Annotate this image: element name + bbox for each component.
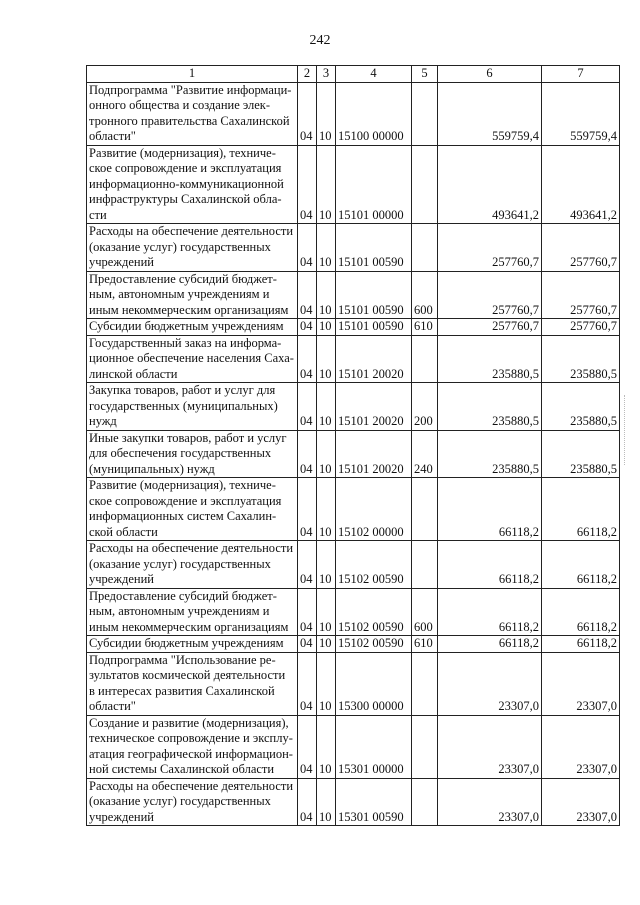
cell-col3: 10 — [317, 715, 336, 778]
cell-col7: 66118,2 — [542, 636, 620, 653]
table-row — [87, 430, 620, 478]
table-row — [87, 478, 620, 541]
cell-col6: 23307,0 — [438, 715, 542, 778]
column-header: 6 — [438, 66, 542, 83]
cell-col7: 235880,5 — [542, 430, 620, 478]
cell-col3: 10 — [317, 383, 336, 431]
cell-col5 — [412, 335, 438, 383]
cell-col6: 559759,4 — [438, 82, 542, 145]
header-row — [87, 66, 620, 83]
cell-col4: 15300 00000 — [336, 652, 412, 715]
cell-col6: 66118,2 — [438, 478, 542, 541]
cell-col3: 10 — [317, 271, 336, 319]
cell-col2: 04 — [298, 383, 317, 431]
table-row — [87, 715, 620, 778]
cell-name: Расходы на обеспечение деятельности (оказание услуг) государственных учреждений — [87, 224, 298, 272]
cell-col5 — [412, 478, 438, 541]
cell-col2: 04 — [298, 588, 317, 636]
cell-col2: 04 — [298, 224, 317, 272]
table-row — [87, 335, 620, 383]
cell-col4: 15102 00000 — [336, 478, 412, 541]
cell-col6: 493641,2 — [438, 145, 542, 224]
cell-col3: 10 — [317, 636, 336, 653]
cell-col3: 10 — [317, 588, 336, 636]
table-row — [87, 224, 620, 272]
cell-name: Государственный заказ на информа- ционное обеспечение населения Саха- линской области — [87, 335, 298, 383]
cell-col6: 66118,2 — [438, 588, 542, 636]
cell-col2: 04 — [298, 145, 317, 224]
cell-col6: 257760,7 — [438, 319, 542, 336]
cell-col3: 10 — [317, 478, 336, 541]
cell-col7: 23307,0 — [542, 778, 620, 826]
table-row — [87, 588, 620, 636]
cell-col3: 10 — [317, 82, 336, 145]
cell-name: Расходы на обеспечение деятельности (оказание услуг) государственных учреждений — [87, 778, 298, 826]
cell-col2: 04 — [298, 715, 317, 778]
cell-col4: 15101 00000 — [336, 145, 412, 224]
cell-col6: 23307,0 — [438, 652, 542, 715]
cell-col5: 240 — [412, 430, 438, 478]
column-header: 4 — [336, 66, 412, 83]
table-row — [87, 541, 620, 589]
cell-col4: 15102 00590 — [336, 588, 412, 636]
cell-col7: 257760,7 — [542, 271, 620, 319]
column-header: 7 — [542, 66, 620, 83]
cell-col7: 23307,0 — [542, 652, 620, 715]
table-row — [87, 271, 620, 319]
cell-name: Подпрограмма "Использование ре- зультатов космической деятельности в интересах развития Сахалинской области" — [87, 652, 298, 715]
cell-col7: 493641,2 — [542, 145, 620, 224]
cell-col2: 04 — [298, 271, 317, 319]
cell-col2: 04 — [298, 82, 317, 145]
cell-col6: 235880,5 — [438, 430, 542, 478]
cell-col5: 600 — [412, 588, 438, 636]
cell-name: Развитие (модернизация), техниче- ское сопровождение и эксплуатация информационно-коммуникационной инфраструктуры Сахалинской обла- сти — [87, 145, 298, 224]
page-number: 242 — [309, 33, 331, 48]
cell-col6: 235880,5 — [438, 335, 542, 383]
cell-col5: 200 — [412, 383, 438, 431]
cell-col6: 66118,2 — [438, 636, 542, 653]
cell-col7: 66118,2 — [542, 541, 620, 589]
cell-col3: 10 — [317, 541, 336, 589]
cell-col6: 235880,5 — [438, 383, 542, 431]
cell-col2: 04 — [298, 778, 317, 826]
scan-artifact — [624, 395, 627, 465]
cell-col4: 15101 00590 — [336, 224, 412, 272]
cell-col7: 559759,4 — [542, 82, 620, 145]
table-row — [87, 778, 620, 826]
cell-name: Закупка товаров, работ и услуг для государственных (муниципальных) нужд — [87, 383, 298, 431]
cell-col5: 610 — [412, 636, 438, 653]
column-header: 1 — [87, 66, 298, 83]
cell-col2: 04 — [298, 430, 317, 478]
column-header: 3 — [317, 66, 336, 83]
cell-col3: 10 — [317, 145, 336, 224]
table-body — [87, 82, 620, 826]
cell-col7: 66118,2 — [542, 588, 620, 636]
cell-col5 — [412, 778, 438, 826]
cell-col7: 257760,7 — [542, 319, 620, 336]
cell-col4: 15100 00000 — [336, 82, 412, 145]
cell-col5 — [412, 224, 438, 272]
cell-col4: 15301 00590 — [336, 778, 412, 826]
cell-col4: 15102 00590 — [336, 541, 412, 589]
column-header: 2 — [298, 66, 317, 83]
cell-col3: 10 — [317, 224, 336, 272]
cell-col7: 235880,5 — [542, 383, 620, 431]
cell-name: Создание и развитие (модернизация), техническое сопровождение и эксплу- атация географической информацион- ной системы Сахалинской области — [87, 715, 298, 778]
cell-col7: 257760,7 — [542, 224, 620, 272]
cell-col7: 66118,2 — [542, 478, 620, 541]
cell-col4: 15102 00590 — [336, 636, 412, 653]
table-row — [87, 383, 620, 431]
cell-col2: 04 — [298, 541, 317, 589]
table-row — [87, 652, 620, 715]
cell-col2: 04 — [298, 319, 317, 336]
budget-table — [86, 65, 620, 826]
cell-name: Предоставление субсидий бюджет- ным, автономным учреждениям и иным некоммерческим организациям — [87, 271, 298, 319]
cell-col6: 23307,0 — [438, 778, 542, 826]
cell-col4: 15101 00590 — [336, 271, 412, 319]
cell-name: Предоставление субсидий бюджет- ным, автономным учреждениям и иным некоммерческим организациям — [87, 588, 298, 636]
cell-col5 — [412, 145, 438, 224]
table-row — [87, 145, 620, 224]
cell-name: Подпрограмма "Развитие информаци- онного общества и создание элек- тронного правительства Сахалинской области" — [87, 82, 298, 145]
cell-col4: 15301 00000 — [336, 715, 412, 778]
cell-col3: 10 — [317, 430, 336, 478]
cell-col6: 257760,7 — [438, 224, 542, 272]
cell-col2: 04 — [298, 652, 317, 715]
cell-col7: 23307,0 — [542, 715, 620, 778]
table-row — [87, 82, 620, 145]
cell-col7: 235880,5 — [542, 335, 620, 383]
cell-col5 — [412, 715, 438, 778]
cell-col5: 600 — [412, 271, 438, 319]
cell-name: Развитие (модернизация), техниче- ское сопровождение и эксплуатация информационных систем Сахалин- ской области — [87, 478, 298, 541]
cell-col4: 15101 20020 — [336, 430, 412, 478]
table-row — [87, 636, 620, 653]
table-row — [87, 319, 620, 336]
cell-col3: 10 — [317, 778, 336, 826]
cell-col4: 15101 00590 — [336, 319, 412, 336]
cell-name: Иные закупки товаров, работ и услуг для обеспечения государственных (муниципальных) нужд — [87, 430, 298, 478]
cell-name: Субсидии бюджетным учреждениям — [87, 319, 298, 336]
column-header: 5 — [412, 66, 438, 83]
cell-col3: 10 — [317, 652, 336, 715]
cell-col2: 04 — [298, 636, 317, 653]
cell-col6: 257760,7 — [438, 271, 542, 319]
cell-col3: 10 — [317, 319, 336, 336]
cell-col5 — [412, 541, 438, 589]
cell-name: Расходы на обеспечение деятельности (оказание услуг) государственных учреждений — [87, 541, 298, 589]
cell-col2: 04 — [298, 478, 317, 541]
cell-col4: 15101 20020 — [336, 383, 412, 431]
cell-col2: 04 — [298, 335, 317, 383]
cell-col5 — [412, 82, 438, 145]
cell-col3: 10 — [317, 335, 336, 383]
cell-name: Субсидии бюджетным учреждениям — [87, 636, 298, 653]
cell-col6: 66118,2 — [438, 541, 542, 589]
cell-col5: 610 — [412, 319, 438, 336]
cell-col4: 15101 20020 — [336, 335, 412, 383]
cell-col5 — [412, 652, 438, 715]
